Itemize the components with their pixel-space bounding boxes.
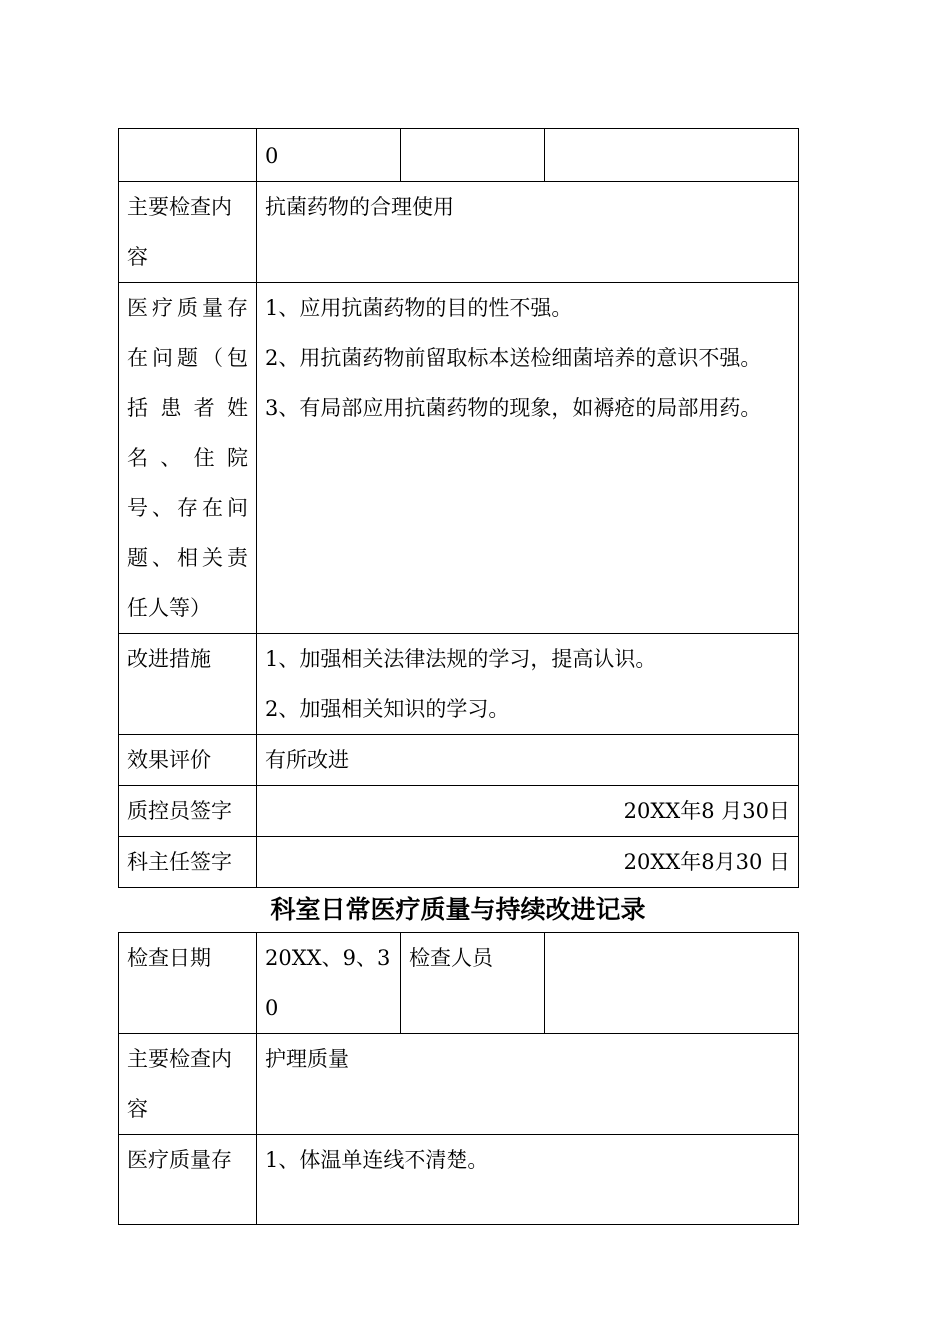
issue-item: 1、体温单连线不清楚。 bbox=[265, 1148, 489, 1172]
issues-label: 医疗质量存 bbox=[119, 1135, 257, 1225]
effect-value: 有所改进 bbox=[257, 735, 799, 786]
issues-label: 医疗质量存在问题（包括患者姓名、住院号、存在问题、相关责任人等） bbox=[119, 283, 257, 634]
date-tail: 0 bbox=[257, 129, 401, 182]
qc-signature-label: 质控员签字 bbox=[119, 786, 257, 837]
issues-list bbox=[257, 1135, 799, 1225]
measures-list bbox=[257, 634, 799, 735]
date-label: 检查日期 bbox=[119, 933, 257, 1034]
issue-item: 1、应用抗菌药物的目的性不强。 bbox=[265, 296, 573, 320]
qc-signature-date: 20XX年8 月30日 bbox=[257, 786, 799, 837]
issue-item: 2、用抗菌药物前留取标本送检细菌培养的意识不强。 bbox=[265, 346, 762, 370]
director-signature-label: 科主任签字 bbox=[119, 837, 257, 888]
director-signature-date: 20XX年8月30 日 bbox=[257, 837, 799, 888]
inspector-label: 检查人员 bbox=[401, 933, 545, 1034]
record-table-1 bbox=[118, 128, 799, 888]
effect-label: 效果评价 bbox=[119, 735, 257, 786]
content-value: 抗菌药物的合理使用 bbox=[257, 182, 799, 283]
date-value: 20XX、9、30 bbox=[257, 933, 401, 1034]
cell-empty bbox=[401, 129, 545, 182]
content-label: 主要检查内容 bbox=[119, 1034, 257, 1135]
measures-label: 改进措施 bbox=[119, 634, 257, 735]
content-value: 护理质量 bbox=[257, 1034, 799, 1135]
content-label: 主要检查内容 bbox=[119, 182, 257, 283]
measure-item: 2、加强相关知识的学习。 bbox=[265, 697, 510, 721]
cell-empty bbox=[545, 129, 799, 182]
issue-item: 3、有局部应用抗菌药物的现象，如褥疮的局部用药。 bbox=[265, 396, 762, 420]
inspector-value bbox=[545, 933, 799, 1034]
page-title: 科室日常医疗质量与持续改进记录 bbox=[270, 895, 646, 924]
measure-item: 1、加强相关法律法规的学习，提高认识。 bbox=[265, 647, 657, 671]
record-table-2 bbox=[118, 932, 799, 1225]
issues-list bbox=[257, 283, 799, 634]
cell-empty bbox=[119, 129, 257, 182]
